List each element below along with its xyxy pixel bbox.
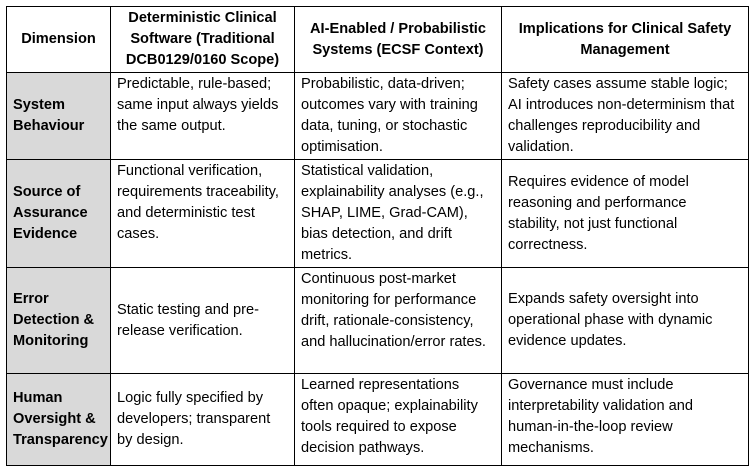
implications-cell: Requires evidence of model reasoning and performance stability, not just functional correctness. <box>502 160 749 268</box>
ai-cell: Probabilistic, data-driven; outcomes vary with training data, tuning, or stochastic optimisation. <box>295 73 502 160</box>
ai-cell: Statistical validation, explainability analyses (e.g., SHAP, LIME, Grad-CAM), bias detection, and drift metrics. <box>295 160 502 268</box>
header-ai-enabled: AI-Enabled / Probabilistic Systems (ECSF Context) <box>295 7 502 73</box>
dimension-cell: Error Detection & Monitoring <box>7 268 111 374</box>
implications-cell: Safety cases assume stable logic; AI introduces non-determinism that challenges reproducibility and validation. <box>502 73 749 160</box>
header-deterministic: Deterministic Clinical Software (Traditional DCB0129/0160 Scope) <box>111 7 295 73</box>
implications-cell: Expands safety oversight into operational phase with dynamic evidence updates. <box>502 268 749 374</box>
dimension-cell: Source of Assurance Evidence <box>7 160 111 268</box>
header-implications: Implications for Clinical Safety Management <box>502 7 749 73</box>
header-dimension: Dimension <box>7 7 111 73</box>
dimension-cell: System Behaviour <box>7 73 111 160</box>
header-row <box>7 7 749 73</box>
table-row <box>7 268 749 374</box>
deterministic-cell: Static testing and pre-release verification. <box>111 268 295 374</box>
ai-cell: Continuous post-market monitoring for performance drift, rationale-consistency, and hallucination/error rates. <box>295 268 502 374</box>
table-row <box>7 160 749 268</box>
deterministic-cell: Functional verification, requirements traceability, and deterministic test cases. <box>111 160 295 268</box>
deterministic-cell: Logic fully specified by developers; transparent by design. <box>111 374 295 466</box>
table-row <box>7 374 749 466</box>
ai-cell: Learned representations often opaque; explainability tools required to expose decision pathways. <box>295 374 502 466</box>
implications-cell: Governance must include interpretability validation and human-in-the-loop review mechanisms. <box>502 374 749 466</box>
table-row <box>7 73 749 160</box>
dimension-cell: Human Oversight & Transparency <box>7 374 111 466</box>
deterministic-cell: Predictable, rule-based; same input always yields the same output. <box>111 73 295 160</box>
comparison-table <box>6 6 749 466</box>
